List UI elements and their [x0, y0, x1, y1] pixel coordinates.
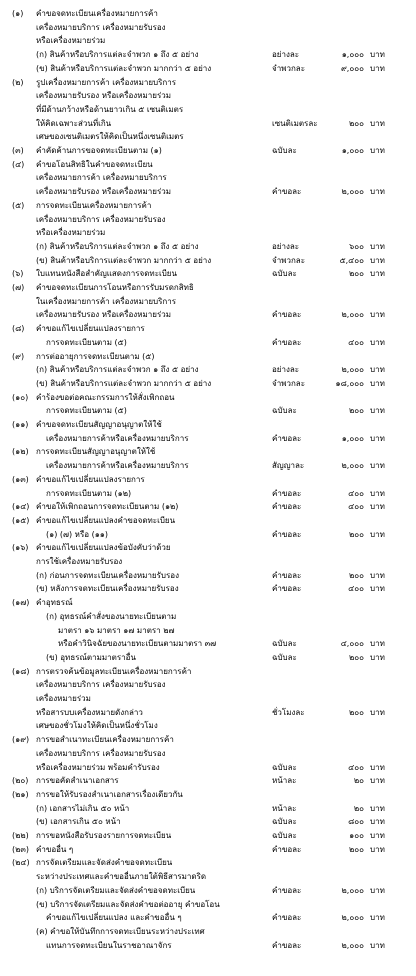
fee-row: [0, 49, 416, 61]
item-number: (๑): [12, 9, 24, 18]
fee-amount: ๒๐๐: [348, 118, 364, 128]
item-text: (ค) คำขอให้บันทึกการจดทะเบียนระหว่างประเทศ: [36, 926, 205, 936]
fee-row: [0, 351, 416, 363]
item-text: คำขอแก้ไขเปลี่ยนแปลงคำขอจดทะเบียน: [36, 515, 176, 525]
currency-label: บาท: [370, 255, 385, 265]
fee-amount: ๔๐๐: [348, 502, 364, 512]
item-number: (๖): [12, 269, 24, 279]
fee-amount: ๔,๐๐๐: [340, 639, 364, 649]
item-text: คำขอให้เพิกถอนการจดทะเบียนตาม (๑๒): [36, 502, 179, 512]
fee-unit: คำขอละ: [272, 310, 302, 320]
fee-row: [0, 611, 416, 623]
currency-label: บาท: [370, 639, 385, 649]
fee-row: [0, 282, 416, 294]
fee-unit: คำขอละ: [272, 433, 302, 443]
item-text: ระหว่างประเทศและคำขออื่นภายใต้พิธีสารมาดริด: [36, 872, 207, 882]
fee-amount: ๒,๐๐๐: [341, 187, 364, 197]
item-text: มาตรา ๑๖ มาตรา ๑๗ มาตรา ๒๗: [58, 625, 175, 635]
currency-label: บาท: [370, 50, 385, 60]
fee-row: [0, 885, 416, 897]
item-text: (ก) อุทธรณ์คำสั่งของนายทะเบียนตาม: [46, 611, 177, 621]
fee-row: [0, 597, 416, 609]
item-number: (๑๒): [12, 447, 29, 457]
item-text: เครื่องหมายการค้าหรือเครื่องหมายบริการ: [46, 433, 189, 443]
fee-unit: หน้าละ: [272, 803, 297, 813]
fee-row: [0, 679, 416, 691]
item-text: เครื่องหมายบริการ เครื่องหมายรับรอง: [36, 22, 166, 32]
fee-unit: อย่างละ: [272, 365, 300, 375]
fee-row: [0, 77, 416, 89]
item-number: (๗): [12, 283, 25, 292]
fee-row: [0, 830, 416, 842]
fee-amount: ๑๐๐: [349, 831, 364, 840]
item-text: (ข) สินค้าหรือบริการแต่ละจำพวก มากกว่า ๕ อย่าง: [36, 63, 212, 73]
fee-row: [0, 433, 416, 445]
item-text: หรือสารบบเครื่องหมายดังกล่าว: [36, 707, 143, 717]
currency-label: บาท: [370, 913, 385, 923]
fee-row: [0, 104, 416, 116]
currency-label: บาท: [370, 707, 385, 717]
fee-amount: ๙,๐๐๐: [340, 63, 364, 73]
fee-row: [0, 501, 416, 513]
fee-row: [0, 542, 416, 554]
item-text: คำขอแก้ไขเปลี่ยนแปลงรายการ: [36, 324, 145, 334]
item-text: เครื่องหมายการค้าหรือเครื่องหมายบริการ: [46, 461, 189, 471]
fee-row: [0, 227, 416, 239]
currency-label: บาท: [370, 488, 385, 498]
item-number: (๑๔): [12, 502, 30, 512]
fee-unit: คำขอละ: [272, 502, 302, 512]
item-number: (๓): [12, 146, 24, 155]
fee-unit: ฉบับละ: [272, 831, 297, 840]
item-text: เครื่องหมายบริการ เครื่องหมายรับรอง: [36, 748, 166, 758]
fee-row: [0, 789, 416, 801]
fee-row: [0, 145, 416, 157]
fee-row: [0, 186, 416, 198]
fee-row: [0, 666, 416, 678]
fee-row: [0, 118, 416, 130]
fee-unit: อย่างละ: [272, 50, 300, 60]
fee-row: [0, 255, 416, 267]
item-text: (ข) เอกสารเกิน ๕๐ หน้า: [36, 817, 121, 827]
currency-label: บาท: [370, 187, 385, 197]
fee-amount: ๑,๐๐๐: [341, 50, 364, 60]
fee-amount: ๕,๔๐๐: [339, 255, 364, 265]
currency-label: บาท: [370, 844, 385, 854]
fee-amount: ๒,๐๐๐: [341, 310, 364, 320]
currency-label: บาท: [370, 378, 385, 388]
currency-label: บาท: [370, 652, 385, 662]
item-text: (ก) เอกสารไม่เกิน ๕๐ หน้า: [36, 803, 130, 813]
item-text: (ข) สินค้าหรือบริการแต่ละจำพวก มากกว่า ๕ อย่าง: [36, 255, 212, 265]
fee-amount: ๒๐: [353, 776, 364, 786]
item-text: การขอคัดสำเนาเอกสาร: [36, 776, 119, 786]
item-text: เครื่องหมายร่วม: [36, 694, 91, 703]
item-number: (๑๘): [12, 666, 30, 676]
fee-row: [0, 638, 416, 650]
item-number: (๒): [12, 77, 24, 87]
item-text: เครื่องหมายรับรอง หรือเครื่องหมายร่วม: [36, 187, 172, 197]
item-text: การจดทะเบียนตาม (๕): [46, 406, 127, 416]
item-text: การจดทะเบียนเครื่องหมายการค้า: [36, 200, 152, 210]
fee-amount: ๒,๐๐๐: [341, 365, 364, 375]
item-text: คำขอแก้ไขเปลี่ยนแปลงข้อบังคับว่าด้วย: [36, 543, 171, 553]
fee-row: [0, 460, 416, 472]
item-text: การขอให้รับรองสำเนาเอกสารเรื่องเดียวกัน: [36, 789, 183, 799]
fee-amount: ๔๐๐: [348, 762, 364, 772]
item-text: การใช้เครื่องหมายรับรอง: [36, 557, 123, 566]
currency-label: บาท: [370, 529, 385, 539]
fee-row: [0, 296, 416, 308]
item-number: (๒๐): [12, 776, 29, 786]
fee-amount: ๒๐: [353, 803, 364, 813]
currency-label: บาท: [370, 817, 385, 827]
fee-amount: ๒๐๐: [348, 529, 364, 539]
item-text: (ข) บริการจัดเตรียมและจัดส่งคำขอต่ออายุ คำขอโอน: [36, 899, 220, 909]
item-text: เครื่องหมายการค้า เครื่องหมายบริการ: [36, 173, 167, 183]
fee-amount: ๒๐๐: [348, 570, 364, 580]
item-text: หรือคำวินิจฉัยของนายทะเบียนตามมาตรา ๓๗: [58, 639, 217, 649]
currency-label: บาท: [370, 365, 385, 375]
fee-amount: ๒,๐๐๐: [341, 461, 364, 471]
item-text: (ก) สินค้าหรือบริการแต่ละจำพวก ๑ ถึง ๕ อย่าง: [36, 365, 199, 375]
fee-row: [0, 926, 416, 938]
fee-row: [0, 693, 416, 705]
fee-row: [0, 323, 416, 335]
fee-unit: สัญญาละ: [272, 461, 305, 471]
item-number: (๑๓): [12, 474, 29, 484]
fee-amount: ๑,๐๐๐: [341, 146, 364, 155]
fee-row: [0, 159, 416, 171]
item-text: คำขอแก้ไขเปลี่ยนแปลงรายการ: [36, 474, 145, 484]
item-text: (ข) หลังการจดทะเบียนเครื่องหมายรับรอง: [36, 584, 179, 594]
item-text: เศษของเซนติเมตรให้คิดเป็นหนึ่งเซนติเมตร: [36, 132, 184, 142]
fee-row: [0, 940, 416, 952]
fee-amount: ๒,๐๐๐: [341, 885, 364, 895]
item-text: ให้คิดเฉพาะส่วนที่เกิน: [36, 118, 112, 128]
fee-row: [0, 8, 416, 20]
item-text: ในเครื่องหมายการค้า เครื่องหมายบริการ: [36, 296, 177, 306]
item-text: คำขอจดทะเบียนการโอนหรือการรับมรดกสิทธิ: [36, 283, 194, 292]
item-text: หรือเครื่องหมายร่วม: [36, 36, 106, 46]
fee-amount: ๔๐๐: [348, 488, 364, 498]
currency-label: บาท: [370, 584, 385, 594]
fee-row: [0, 405, 416, 417]
item-text: คำขอจดทะเบียนเครื่องหมายการค้า: [36, 9, 158, 18]
fee-row: [0, 529, 416, 541]
item-number: (๒๔): [12, 858, 30, 868]
fee-unit: จำพวกละ: [272, 378, 305, 388]
fee-amount: ๔๐๐: [348, 337, 364, 347]
item-number: (๑๕): [12, 515, 30, 525]
item-text: คำขออื่น ๆ: [36, 844, 74, 854]
fee-row: [0, 474, 416, 486]
fee-row: [0, 309, 416, 321]
fee-unit: คำขอละ: [272, 337, 302, 347]
fee-unit: ฉบับละ: [272, 762, 297, 772]
fee-row: [0, 446, 416, 458]
fee-unit: คำขอละ: [272, 488, 302, 498]
item-text: คำคัดค้านการขอจดทะเบียนตาม (๑): [36, 146, 162, 155]
item-text: หรือเครื่องหมายร่วม พร้อมคำรับรอง: [36, 762, 160, 772]
currency-label: บาท: [370, 433, 385, 443]
item-text: (ก) สินค้าหรือบริการแต่ละจำพวก ๑ ถึง ๕ อย่าง: [36, 241, 199, 251]
item-text: (ข) สินค้าหรือบริการแต่ละจำพวก มากกว่า ๕ อย่าง: [36, 378, 212, 388]
item-text: (ก) ก่อนการจดทะเบียนเครื่องหมายรับรอง: [36, 570, 180, 580]
fee-row: [0, 172, 416, 184]
currency-label: บาท: [370, 776, 385, 786]
item-text: คำร้องขอต่อคณะกรรมการให้สั่งเพิกถอน: [36, 392, 175, 402]
currency-label: บาท: [370, 762, 385, 772]
item-text: คำขอจดทะเบียนสัญญาอนุญาตให้ใช้: [36, 420, 162, 429]
fee-row: [0, 748, 416, 760]
fee-row: [0, 871, 416, 883]
item-text: แทนการจดทะเบียนในราชอาณาจักร: [46, 940, 172, 950]
fee-row: [0, 775, 416, 787]
item-text: (ก) บริการจัดเตรียมและจัดส่งคำขอจดทะเบียน: [36, 885, 196, 895]
fee-unit: หน้าละ: [272, 776, 297, 786]
item-text: เครื่องหมายรับรอง หรือเครื่องหมายร่วม: [36, 91, 172, 101]
currency-label: บาท: [370, 118, 385, 128]
item-number: (๘): [12, 324, 25, 334]
item-text: ใบแทนหนังสือสำคัญแสดงการจดทะเบียน: [36, 269, 177, 279]
fee-amount: ๘๐๐: [348, 817, 364, 827]
currency-label: บาท: [370, 269, 385, 279]
fee-row: [0, 35, 416, 47]
fee-unit: คำขอละ: [272, 913, 302, 923]
fee-unit: ฉบับละ: [272, 817, 297, 827]
item-text: การจดทะเบียนตาม (๑๒): [46, 488, 132, 498]
fee-unit: คำขอละ: [272, 529, 302, 539]
fee-row: [0, 707, 416, 719]
fee-row: [0, 488, 416, 500]
fee-amount: ๒๐๐: [348, 406, 364, 416]
item-number: (๔): [12, 159, 25, 169]
item-number: (๑๐): [12, 392, 29, 402]
fee-amount: ๒๐๐: [348, 269, 364, 279]
item-number: (๑๖): [12, 543, 29, 553]
fee-row: [0, 844, 416, 856]
fee-row: [0, 803, 416, 815]
fee-unit: เซนติเมตรละ: [272, 118, 318, 128]
currency-label: บาท: [370, 570, 385, 580]
item-text: คำขอแก้ไขเปลี่ยนแปลง และคำขออื่น ๆ: [46, 913, 182, 923]
fee-row: [0, 214, 416, 226]
fee-amount: ๖๐๐: [349, 241, 364, 251]
fee-unit: คำขอละ: [272, 570, 302, 580]
fee-amount: ๑๘,๐๐๐: [335, 378, 364, 388]
fee-row: [0, 625, 416, 637]
fee-amount: ๒,๐๐๐: [341, 913, 364, 923]
fee-row: [0, 515, 416, 527]
currency-label: บาท: [370, 337, 385, 347]
item-number: (๑๑): [12, 420, 29, 429]
fee-row: [0, 200, 416, 212]
currency-label: บาท: [370, 310, 385, 320]
fee-row: [0, 364, 416, 376]
fee-amount: ๑,๐๐๐: [341, 433, 364, 443]
fee-amount: ๒,๐๐๐: [341, 940, 364, 950]
currency-label: บาท: [370, 406, 385, 416]
item-number: (๙): [12, 351, 25, 361]
item-text: การขอสำเนาทะเบียนเครื่องหมายการค้า: [36, 735, 174, 745]
fee-unit: ชั่วโมงละ: [272, 707, 305, 717]
item-number: (๒๑): [12, 789, 29, 799]
fee-row: [0, 22, 416, 34]
fee-row: [0, 857, 416, 869]
fee-amount: ๒๐๐: [348, 707, 364, 717]
currency-label: บาท: [370, 241, 385, 251]
fee-row: [0, 392, 416, 404]
fee-row: [0, 90, 416, 102]
currency-label: บาท: [370, 803, 385, 813]
item-text: การตรวจค้นข้อมูลทะเบียนเครื่องหมายการค้า: [36, 666, 192, 676]
fee-row: [0, 912, 416, 924]
fee-row: [0, 63, 416, 75]
item-text: คำอุทธรณ์: [36, 598, 73, 608]
fee-row: [0, 734, 416, 746]
fee-unit: อย่างละ: [272, 241, 300, 251]
item-text: การจัดเตรียมและจัดส่งคำขอจดทะเบียน: [36, 858, 173, 868]
fee-row: [0, 570, 416, 582]
fee-unit: คำขอละ: [272, 584, 302, 594]
fee-row: [0, 337, 416, 349]
currency-label: บาท: [370, 502, 385, 512]
item-number: (๑๙): [12, 735, 30, 745]
fee-unit: จำพวกละ: [272, 255, 305, 265]
fee-unit: คำขอละ: [272, 844, 302, 854]
item-text: รูปเครื่องหมายการค้า เครื่องหมายบริการ: [36, 77, 177, 87]
item-number: (๒๓): [12, 844, 29, 854]
currency-label: บาท: [370, 831, 385, 840]
fee-amount: ๔๐๐: [348, 584, 364, 594]
item-text: เครื่องหมายบริการ เครื่องหมายรับรอง: [36, 680, 166, 690]
item-text: (ข) อุทธรณ์ตามมาตราอื่น: [46, 652, 136, 662]
item-text: (ก) สินค้าหรือบริการแต่ละจำพวก ๑ ถึง ๕ อย่าง: [36, 50, 199, 60]
fee-row: [0, 268, 416, 280]
fee-row: [0, 378, 416, 390]
fee-row: [0, 583, 416, 595]
item-text: หรือเครื่องหมายร่วม: [36, 228, 106, 238]
item-number: (๑๗): [12, 598, 30, 608]
item-number: (๒๒): [12, 831, 29, 840]
fee-unit: คำขอละ: [272, 940, 302, 950]
fee-unit: ฉบับละ: [272, 406, 297, 416]
fee-row: [0, 652, 416, 664]
currency-label: บาท: [370, 940, 385, 950]
currency-label: บาท: [370, 885, 385, 895]
item-text: คำขอโอนสิทธิในคำขอจดทะเบียน: [36, 159, 153, 169]
item-text: การจดทะเบียนตาม (๕): [46, 337, 127, 347]
item-text: เครื่องหมายบริการ เครื่องหมายรับรอง: [36, 214, 166, 224]
item-text: การขอหนังสือรับรองรายการจดทะเบียน: [36, 831, 172, 840]
fee-row: [0, 419, 416, 431]
currency-label: บาท: [370, 146, 385, 155]
fee-row: [0, 131, 416, 143]
fee-unit: ฉบับละ: [272, 639, 297, 649]
fee-row: [0, 556, 416, 568]
fee-unit: คำขอละ: [272, 885, 302, 895]
currency-label: บาท: [370, 461, 385, 471]
item-text: เครื่องหมายรับรอง หรือเครื่องหมายร่วม: [36, 310, 172, 320]
fee-amount: ๒๐๐: [348, 652, 364, 662]
item-text: เศษของชั่วโมงให้คิดเป็นหนึ่งชั่วโมง: [36, 721, 158, 731]
currency-label: บาท: [370, 63, 385, 73]
item-text: การต่ออายุการจดทะเบียนตาม (๕): [36, 351, 155, 361]
item-number: (๕): [12, 200, 25, 210]
fee-unit: ฉบับละ: [272, 146, 297, 155]
fee-unit: คำขอละ: [272, 187, 302, 197]
fee-row: [0, 816, 416, 828]
fee-amount: ๒๐๐: [348, 844, 364, 854]
fee-unit: ฉบับละ: [272, 269, 297, 279]
fee-unit: ฉบับละ: [272, 652, 297, 662]
fee-row: [0, 762, 416, 774]
item-text: (๑) (๗) หรือ (๑๑): [46, 529, 108, 539]
item-text: การจดทะเบียนสัญญาอนุญาตให้ใช้: [36, 447, 156, 457]
fee-unit: จำพวกละ: [272, 63, 305, 73]
fee-row: [0, 899, 416, 911]
item-text: ที่มีด้านกว้างหรือด้านยาวเกิน ๕ เซนติเมตร: [36, 104, 184, 114]
fee-row: [0, 720, 416, 732]
fee-row: [0, 241, 416, 253]
